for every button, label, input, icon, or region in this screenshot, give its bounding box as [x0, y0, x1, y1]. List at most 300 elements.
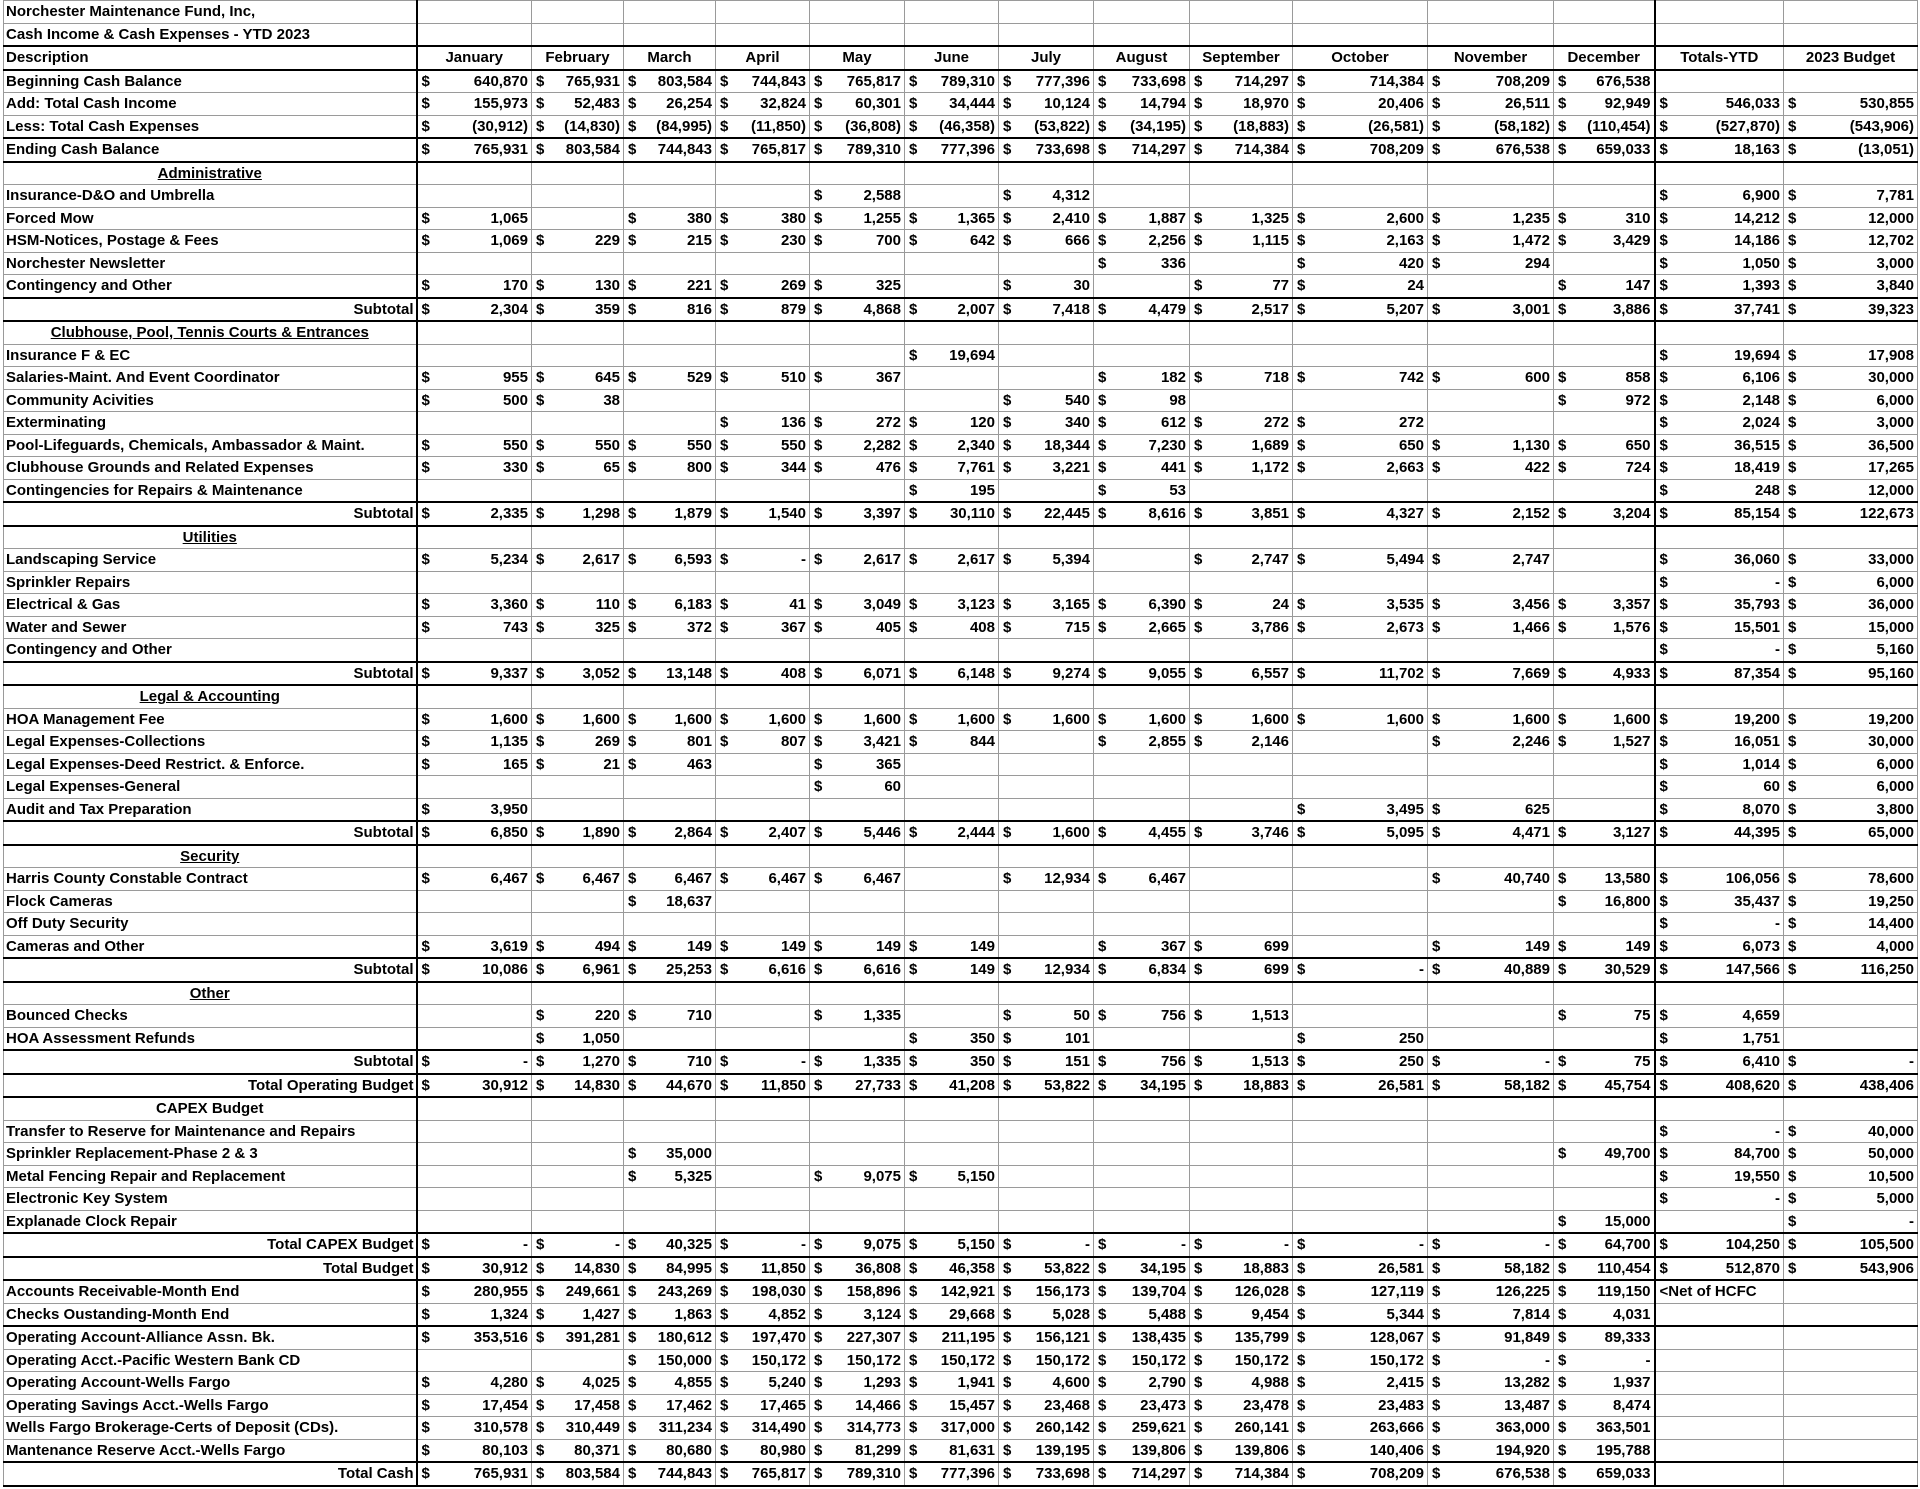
amount: 15,501: [1734, 618, 1780, 636]
value-cell: [905, 1210, 999, 1233]
amount: 80,371: [574, 1441, 620, 1459]
dollar-sign: $: [536, 1053, 545, 1071]
value-cell: [532, 1120, 624, 1143]
dollar-sign: $: [1659, 937, 1668, 955]
amount: 14,466: [855, 1396, 901, 1414]
dollar-sign: $: [421, 1396, 430, 1414]
value-cell: [999, 1394, 1094, 1417]
value-cell: [1784, 776, 1918, 799]
title-row: [4, 23, 1918, 46]
amount: 666: [1064, 232, 1090, 250]
value-cell: [1655, 1394, 1784, 1417]
amount: 52,483: [574, 95, 620, 113]
dollar-sign: $: [720, 95, 729, 113]
amount: 550: [594, 436, 620, 454]
row-label: Flock Cameras: [4, 890, 417, 913]
value-cell: [1784, 1143, 1918, 1166]
value-cell: [1554, 776, 1655, 799]
value-cell: [1190, 502, 1293, 526]
dollar-sign: $: [1297, 254, 1306, 272]
value-cell: [1554, 1439, 1655, 1462]
dollar-sign: $: [1432, 1374, 1441, 1392]
amount: 1,689: [1251, 436, 1289, 454]
value-cell: [999, 70, 1094, 93]
dollar-sign: $: [909, 209, 918, 227]
amount: 18,637: [666, 892, 712, 910]
line-item-row: [4, 230, 1918, 253]
amount: 22,445: [1044, 505, 1090, 523]
amount: 494: [594, 937, 620, 955]
amount: 5,325: [674, 1167, 712, 1185]
dollar-sign: $: [1194, 1259, 1203, 1277]
value-cell: [417, 662, 532, 686]
dollar-sign: $: [421, 277, 430, 295]
section-header-row: [4, 162, 1918, 185]
line-item-row: [4, 708, 1918, 731]
value-cell: [810, 731, 905, 754]
value-cell: [417, 1439, 532, 1462]
value-cell: [716, 616, 810, 639]
dollar-sign: $: [1558, 1053, 1567, 1071]
dollar-sign: $: [1659, 1167, 1668, 1185]
amount: 800: [686, 459, 712, 477]
value-cell: [1190, 434, 1293, 457]
amount: 80,980: [760, 1441, 806, 1459]
dollar-sign: $: [1558, 1441, 1567, 1459]
dollar-sign: $: [1788, 870, 1797, 888]
dollar-sign: $: [628, 1236, 637, 1254]
value-cell: [1784, 1280, 1918, 1303]
dollar-sign: $: [814, 1374, 823, 1392]
row-label: Clubhouse Grounds and Related Expenses: [4, 457, 417, 480]
amount: 6,073: [1742, 937, 1780, 955]
amount: 248: [1754, 481, 1780, 499]
value-cell: [417, 913, 532, 936]
amount: 58,182: [1504, 1259, 1550, 1277]
dollar-sign: $: [1297, 1329, 1306, 1347]
value-cell: [1655, 1349, 1784, 1372]
value-cell: [810, 1439, 905, 1462]
dollar-sign: $: [1098, 459, 1107, 477]
value-cell: [532, 1188, 624, 1211]
value-cell: [532, 367, 624, 390]
amount: 44,670: [666, 1076, 712, 1094]
dollar-sign: $: [720, 505, 729, 523]
dollar-sign: $: [421, 551, 430, 569]
value-cell: [810, 1143, 905, 1166]
dollar-sign: $: [1194, 551, 1203, 569]
value-cell: [999, 571, 1094, 594]
dollar-sign: $: [1297, 505, 1306, 523]
value-cell: [417, 1165, 532, 1188]
dollar-sign: $: [909, 824, 918, 842]
amount: 363,000: [1495, 1419, 1550, 1437]
line-item-row: [4, 1303, 1918, 1326]
value-cell: [1094, 298, 1190, 322]
dollar-sign: $: [1098, 391, 1107, 409]
dollar-sign: $: [1432, 596, 1441, 614]
dollar-sign: $: [1194, 117, 1203, 135]
amount: 3,000: [1876, 414, 1914, 432]
dollar-sign: $: [1432, 1236, 1441, 1254]
value-cell: [1190, 1462, 1293, 1486]
dollar-sign: $: [1788, 505, 1797, 523]
dollar-sign: $: [1098, 961, 1107, 979]
value-cell: [1655, 1120, 1784, 1143]
amount: 3,495: [1386, 800, 1424, 818]
dollar-sign: $: [1659, 778, 1668, 796]
dollar-sign: $: [1003, 961, 1012, 979]
dollar-sign: $: [909, 481, 918, 499]
row-label: Salaries-Maint. And Event Coordinator: [4, 367, 417, 390]
dollar-sign: $: [1297, 824, 1306, 842]
dollar-sign: $: [1297, 1259, 1306, 1277]
header-col: June: [905, 46, 999, 70]
amount: 1,600: [1251, 710, 1289, 728]
value-cell: [1094, 1257, 1190, 1281]
dollar-sign: $: [814, 117, 823, 135]
dollar-sign: $: [1194, 824, 1203, 842]
value-cell: [810, 1050, 905, 1074]
dollar-sign: $: [720, 1236, 729, 1254]
dollar-sign: $: [1432, 436, 1441, 454]
amount: 6,000: [1876, 391, 1914, 409]
line-item-row: [4, 753, 1918, 776]
dollar-sign: $: [814, 1305, 823, 1323]
value-cell: [1293, 1349, 1428, 1372]
dollar-sign: $: [628, 733, 637, 751]
value-cell: [624, 1005, 716, 1028]
amount: 777,396: [1035, 72, 1090, 90]
amount: 612: [1160, 414, 1186, 432]
amount: 158,896: [846, 1283, 901, 1301]
value-cell: [1094, 913, 1190, 936]
dollar-sign: $: [1432, 117, 1441, 135]
value-cell: [1094, 252, 1190, 275]
dollar-sign: $: [1659, 1007, 1668, 1025]
value-cell: [417, 958, 532, 982]
amount: 715: [1064, 618, 1090, 636]
subtotal-row: [4, 821, 1918, 845]
dollar-sign: $: [814, 232, 823, 250]
amount: 363,501: [1596, 1419, 1651, 1437]
value-cell: [417, 708, 532, 731]
value-cell: [716, 1280, 810, 1303]
amount: 1,427: [582, 1305, 620, 1323]
value-cell: [999, 1165, 1094, 1188]
value-cell: [624, 868, 716, 891]
amount: 149: [875, 937, 901, 955]
value-cell: [1554, 890, 1655, 913]
value-cell: [1190, 549, 1293, 572]
value-cell: [417, 1462, 532, 1486]
row-label: Less: Total Cash Expenses: [4, 115, 417, 138]
section-title: CAPEX Budget: [4, 1097, 417, 1120]
value-cell: [810, 708, 905, 731]
amount: 1,513: [1251, 1053, 1289, 1071]
value-cell: [716, 1233, 810, 1257]
value-cell: [716, 434, 810, 457]
value-cell: [810, 1005, 905, 1028]
value-cell: [1655, 1074, 1784, 1098]
line-item-row: [4, 549, 1918, 572]
value-cell: [1190, 1233, 1293, 1257]
amount: 2,152: [1512, 505, 1550, 523]
dollar-sign: $: [814, 1396, 823, 1414]
dollar-sign: $: [909, 618, 918, 636]
dollar-sign: $: [1558, 596, 1567, 614]
value-cell: [417, 1120, 532, 1143]
dollar-sign: $: [1003, 209, 1012, 227]
value-cell: [999, 1257, 1094, 1281]
value-cell: [810, 753, 905, 776]
value-cell: [1655, 616, 1784, 639]
dollar-sign: $: [421, 961, 430, 979]
value-cell: [1293, 207, 1428, 230]
amount: 765,931: [565, 72, 620, 90]
dollar-sign: $: [1194, 1351, 1203, 1369]
value-cell: [1554, 753, 1655, 776]
value-cell: [417, 731, 532, 754]
value-cell: [417, 1005, 532, 1028]
value-cell: [1094, 1074, 1190, 1098]
dollar-sign: $: [628, 436, 637, 454]
value-cell: [999, 138, 1094, 162]
amount: 195: [969, 481, 995, 499]
dollar-sign: $: [720, 596, 729, 614]
amount: 6,467: [582, 870, 620, 888]
value-cell: [905, 1120, 999, 1143]
value-cell: [532, 1257, 624, 1281]
header-col: 2023 Budget: [1784, 46, 1918, 70]
amount: 7,669: [1512, 664, 1550, 682]
value-cell: [532, 115, 624, 138]
amount: -: [1645, 1351, 1651, 1369]
amount: 310: [1625, 209, 1651, 227]
dollar-sign: $: [1659, 710, 1668, 728]
row-label: HOA Management Fee: [4, 708, 417, 731]
row-label: Insurance F & EC: [4, 344, 417, 367]
dollar-sign: $: [1432, 1465, 1441, 1483]
amount: 33,000: [1868, 551, 1914, 569]
value-cell: [417, 868, 532, 891]
amount: 659,033: [1596, 141, 1651, 159]
dollar-sign: $: [1194, 664, 1203, 682]
value-cell: [999, 1303, 1094, 1326]
amount: 30,912: [482, 1259, 528, 1277]
amount: 625: [1524, 800, 1550, 818]
amount: (110,454): [1587, 117, 1651, 135]
dollar-sign: $: [1788, 824, 1797, 842]
amount: 85,154: [1734, 505, 1780, 523]
value-cell: [999, 1417, 1094, 1440]
dollar-sign: $: [1558, 505, 1567, 523]
dollar-sign: $: [1297, 1305, 1306, 1323]
dollar-sign: $: [909, 459, 918, 477]
value-cell: [1428, 502, 1554, 526]
value-cell: [1428, 731, 1554, 754]
amount: 26,511: [1504, 95, 1550, 113]
amount: 11,850: [760, 1076, 806, 1094]
dollar-sign: $: [536, 551, 545, 569]
dollar-sign: $: [421, 1374, 430, 1392]
amount: 40,740: [1504, 870, 1550, 888]
value-cell: [417, 457, 532, 480]
dollar-sign: $: [1659, 95, 1668, 113]
dollar-sign: $: [1788, 95, 1797, 113]
amount: 9,454: [1251, 1305, 1289, 1323]
value-cell: [624, 93, 716, 116]
value-cell: [1190, 298, 1293, 322]
value-cell: [624, 115, 716, 138]
amount: 5,150: [957, 1236, 995, 1254]
value-cell: [1293, 821, 1428, 845]
line-item-row: [4, 1417, 1918, 1440]
dollar-sign: $: [1194, 961, 1203, 979]
value-cell: [716, 1120, 810, 1143]
amount: 105,500: [1859, 1236, 1914, 1254]
value-cell: [1655, 821, 1784, 845]
value-cell: [810, 389, 905, 412]
value-cell: [532, 1050, 624, 1074]
value-cell: [1428, 1394, 1554, 1417]
dollar-sign: $: [628, 209, 637, 227]
value-cell: [1190, 70, 1293, 93]
dollar-sign: $: [1194, 505, 1203, 523]
amount: 3,851: [1251, 505, 1289, 523]
value-cell: [1655, 1257, 1784, 1281]
dollar-sign: $: [1788, 459, 1797, 477]
header-col: April: [716, 46, 810, 70]
dollar-sign: $: [909, 1396, 918, 1414]
value-cell: [905, 1188, 999, 1211]
dollar-sign: $: [628, 1419, 637, 1437]
amount: 789,310: [846, 141, 901, 159]
amount: 25,253: [666, 961, 712, 979]
line-item-row: [4, 1326, 1918, 1349]
value-cell: [1428, 753, 1554, 776]
value-cell: [1094, 185, 1190, 208]
amount: 3,357: [1612, 596, 1651, 614]
amount: 53,822: [1044, 1259, 1090, 1277]
amount: 6,616: [863, 961, 901, 979]
amount: 422: [1524, 459, 1550, 477]
header-col: December: [1554, 46, 1655, 70]
value-cell: [1190, 616, 1293, 639]
row-label: Wells Fargo Brokerage-Certs of Deposit (CDs).: [4, 1417, 417, 1440]
value-cell: [417, 890, 532, 913]
dollar-sign: $: [1098, 141, 1107, 159]
value-cell: [1554, 230, 1655, 253]
amount: (26,581): [1368, 117, 1424, 135]
dollar-sign: $: [814, 1351, 823, 1369]
value-cell: [417, 776, 532, 799]
amount: 3,001: [1512, 300, 1550, 318]
value-cell: [1094, 708, 1190, 731]
dollar-sign: $: [720, 117, 729, 135]
value-cell: [1784, 1326, 1918, 1349]
amount: 10,086: [482, 961, 528, 979]
amount: 80,680: [666, 1441, 712, 1459]
amount: 710: [686, 1053, 712, 1071]
amount: 149: [969, 937, 995, 955]
value-cell: [1293, 298, 1428, 322]
amount: 645: [594, 369, 620, 387]
dollar-sign: $: [1788, 1053, 1797, 1071]
dollar-sign: $: [1297, 1283, 1306, 1301]
value-cell: [905, 138, 999, 162]
amount: 156,173: [1035, 1283, 1090, 1301]
value-cell: [716, 662, 810, 686]
dollar-sign: $: [536, 1465, 545, 1483]
value-cell: [624, 639, 716, 662]
dollar-sign: $: [1194, 369, 1203, 387]
dollar-sign: $: [1297, 961, 1306, 979]
dollar-sign: $: [1297, 209, 1306, 227]
value-cell: [716, 1165, 810, 1188]
value-cell: [1293, 1074, 1428, 1098]
amount: 391,281: [565, 1329, 620, 1347]
value-cell: [1655, 913, 1784, 936]
amount: 2,407: [768, 824, 806, 842]
value-cell: [1293, 958, 1428, 982]
dollar-sign: $: [1297, 596, 1306, 614]
value-cell: [1293, 1257, 1428, 1281]
line-item-row: [4, 594, 1918, 617]
row-label: Contingencies for Repairs & Maintenance: [4, 479, 417, 502]
value-cell: [905, 207, 999, 230]
amount: 17,458: [574, 1396, 620, 1414]
value-cell: [417, 1210, 532, 1233]
line-item-row: [4, 70, 1918, 93]
amount: 17,462: [666, 1396, 712, 1414]
value-cell: [1094, 457, 1190, 480]
value-cell: [1784, 457, 1918, 480]
value-cell: [1554, 1349, 1655, 1372]
dollar-sign: $: [421, 1259, 430, 1277]
dollar-sign: $: [421, 1076, 430, 1094]
value-cell: [1293, 252, 1428, 275]
dollar-sign: $: [421, 117, 430, 135]
amount: 2,790: [1148, 1374, 1186, 1392]
value-cell: [999, 93, 1094, 116]
value-cell: [905, 616, 999, 639]
amount: 24: [1272, 596, 1289, 614]
value-cell: [1655, 1050, 1784, 1074]
value-cell: [1554, 412, 1655, 435]
amount: 140,406: [1369, 1441, 1424, 1459]
value-cell: [624, 1417, 716, 1440]
value-cell: [1655, 890, 1784, 913]
dollar-sign: $: [909, 1283, 918, 1301]
line-item-row: [4, 1210, 1918, 1233]
amount: 3,886: [1612, 300, 1651, 318]
value-cell: [1428, 1233, 1554, 1257]
dollar-sign: $: [1558, 209, 1567, 227]
amount: 4,988: [1251, 1374, 1289, 1392]
value-cell: [1428, 1372, 1554, 1395]
amount: 1,600: [957, 710, 995, 728]
dollar-sign: $: [814, 1236, 823, 1254]
amount: 344: [780, 459, 806, 477]
value-cell: [810, 571, 905, 594]
dollar-sign: $: [1788, 391, 1797, 409]
value-cell: [1190, 868, 1293, 891]
dollar-sign: $: [909, 1329, 918, 1347]
value-cell: [1428, 1005, 1554, 1028]
amount: 263,666: [1369, 1419, 1424, 1437]
value-cell: [1190, 1005, 1293, 1028]
